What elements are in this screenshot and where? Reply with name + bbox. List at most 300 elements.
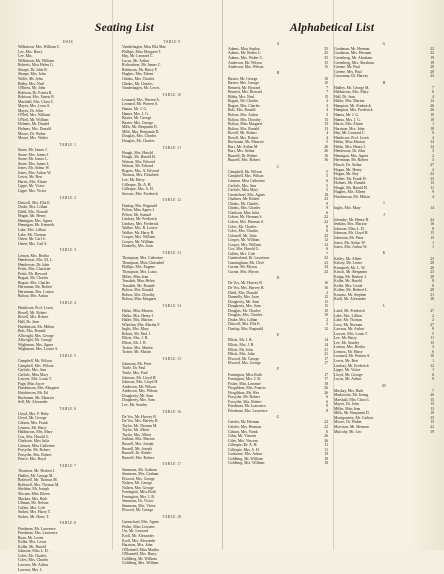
alpha-entry-table-number: 22 [430, 51, 434, 56]
guest-name: Stone, Mr. James J. [18, 147, 48, 152]
alpha-entry-name: Bolton, Mrs. Ronald [228, 126, 260, 131]
alpha-entry-table-number: 8 [326, 404, 328, 409]
alpha-entry-table-number: 9 [432, 377, 434, 382]
alpha-entry-table-number: 5 [326, 174, 328, 179]
guest-name: Chinks, Mrs. Charles [122, 76, 155, 81]
alpha-entry-table-number: 2 [326, 317, 328, 322]
alpha-entry-name: Hollett, Mr. Frank W. [334, 176, 367, 181]
guest-name: Campbell, Mr. Wilson [18, 359, 52, 364]
alpha-entry-table-number: 14 [430, 99, 434, 104]
seating-table-block [18, 354, 118, 405]
alpha-entry-name: Herrmann, Mr. Robert [334, 158, 368, 163]
alpha-entry-name: Cullen, Mrs. Cole [228, 251, 256, 256]
alpha-entry-name: Chinks, Mr. Charles [228, 201, 259, 206]
seating-table-block [18, 301, 118, 352]
alpha-entry-name: Diehl, Mrs. Donald [228, 290, 258, 295]
alpha-entry-name: Farrington, Mrs. J. B. [228, 377, 261, 382]
guest-name: Taylor, Mr. Thomas M. [122, 423, 158, 428]
alpha-entry-table-number: 10 [324, 313, 328, 318]
alpha-entry-table-number: 3 [432, 149, 434, 154]
alpha-entry-name: Jones, Mrs. Arthur W. [334, 245, 368, 250]
alpha-entry-table-number: 21 [324, 352, 328, 357]
alpha-entry-table-number: 14 [430, 144, 434, 149]
alpha-entry-table-number: 25 [324, 56, 328, 61]
alpha-entry-table-number: 14 [430, 140, 434, 145]
alpha-entry-table-number: 14 [324, 342, 328, 347]
alpha-entry-table-number: 20 [430, 288, 434, 293]
guest-name: Taylor, Mrs. Albert [122, 432, 152, 437]
guest-name: Trotter, Mrs. Martin [122, 345, 153, 350]
guest-name: Vanderhagen, Mr. Lewis [122, 86, 160, 91]
alpha-entry-name: Donnelly, Mrs. Joan [228, 295, 259, 300]
guest-name: O'Neil, Mr. William [18, 117, 49, 122]
alpha-entry-name: Driscoll, Mrs. Ella E. [228, 322, 261, 327]
guest-name: Sheldon, Mr. Joseph [18, 487, 50, 492]
alpha-entry-table-number: 12 [324, 242, 328, 247]
guest-name: Cannon, Miss Catherine [18, 443, 55, 448]
alphabetical-list-heading: Alphabetical List [290, 22, 375, 34]
alpha-entry-name: Carlisle, Mrs. Ann [228, 183, 257, 188]
alpha-entry-table-number: 8 [432, 283, 434, 288]
alpha-entry-name: Baxter, Mrs. George [228, 81, 259, 86]
guest-name: Bovell, Mrs. Robert [18, 315, 49, 320]
guest-name: Teasdale, Mr. Ronald [122, 283, 155, 288]
alpha-entry-name: Bibby, Mrs. Neal [228, 94, 255, 99]
seating-table-block [122, 198, 222, 249]
alpha-letter-heading: I [383, 201, 385, 206]
alpha-entry-table-number: D [431, 181, 434, 186]
alpha-entry-table-number: 28 [430, 274, 434, 279]
alpha-entry-name: Curnie, Mrs. Myron [228, 269, 259, 274]
alpha-entry-table-number: 10 [324, 81, 328, 86]
alpha-entry-table-number: 6 [432, 349, 434, 354]
alpha-entry-name: Laird, Mr. Frederick [334, 308, 365, 313]
guest-name: Herrmann, Mrs. Louise [18, 289, 54, 294]
alpha-entry-table-number: 28 [430, 65, 434, 70]
alpha-entry-table-number: 13 [324, 126, 328, 131]
alpha-entry-name: Mills, Mr. Benjamin D. [334, 411, 370, 416]
guest-name: Pelton, Mr. Samuel [122, 212, 152, 217]
guest-name: Lawson, Mr. Arthur [18, 563, 49, 567]
guest-name: Hutchinson, Mr. Ed [18, 390, 48, 395]
alpha-entry-name: Bogart, Mr. Charles [228, 99, 259, 104]
guest-name: Diehl, Mrs. Donald [18, 209, 48, 214]
alpha-entry-table-number: 19 [324, 452, 328, 457]
alpha-entry-table-number: 12 [324, 326, 328, 331]
guest-name: Hutchinson, Mrs. Margaret [18, 386, 60, 391]
alpha-entry-table-number: D [431, 402, 434, 407]
guest-name: Wolfe, Mr. John [18, 76, 43, 81]
alpha-entry-table-number: 4 [432, 135, 434, 140]
alpha-entry-table-number: 19 [430, 60, 434, 65]
guest-name: Trotter, Mr. Martin [122, 350, 151, 355]
alpha-entry-name: Clarkson, Miss Julia [228, 210, 260, 215]
alpha-entry-name: Markowitz, Mr. Irving [334, 393, 369, 398]
guest-name: Slocum, Miss Eileen [18, 492, 50, 497]
guest-name: O'Neil, Mrs. William [18, 113, 51, 118]
alpha-entry-table-number: 23 [324, 233, 328, 238]
alpha-entry-table-number: 27 [430, 308, 434, 313]
seating-table-block [122, 304, 222, 355]
alpha-entry-table-number: 25 [324, 51, 328, 56]
guest-name: Thompson, Mrs. Catherine [122, 256, 163, 261]
alpha-entry [334, 297, 434, 302]
alpha-entry-table-number: 3 [432, 158, 434, 163]
guest-name: Henderson, Mrs. M. L. [18, 258, 53, 263]
guest-name: Hogan, Mr. Henry [18, 214, 46, 219]
guest-name: Herrmann, Mr. Robert [18, 285, 52, 290]
guest-name: Elliott, Mrs. J. R. [122, 336, 149, 341]
alpha-entry-name: Kelley, Mr. Albert [334, 256, 362, 261]
guest-name: Nulsen, Mr. George [122, 481, 153, 486]
alpha-entry-name: Cooper, Mr. William [228, 238, 260, 243]
alpha-entry-name: Dunlop, Mrs. Reginald [228, 326, 264, 331]
alpha-entry-name: Giles, Mr. Vincent [228, 434, 256, 439]
alpha-entry-table-number: 14 [430, 206, 434, 211]
guest-name: Cooper, Mrs. William [122, 235, 156, 240]
alpha-entry-name: Baxter, Mr. George [228, 76, 258, 81]
guest-name: Lewis, Mr. Bert [18, 175, 43, 180]
alpha-entry-table-number: 6 [432, 90, 434, 95]
guest-name: Leonard, Mr. Warren A. [122, 102, 159, 107]
alpha-entry-name: Burr, Mrs. Arthur [228, 149, 255, 154]
table-title: TABLE 10 [162, 92, 182, 97]
alpha-entry-name: Greene, Mrs. Paul [334, 69, 362, 74]
alpha-entry-name: Lennox, Mr. Harry [334, 349, 363, 354]
guest-name: Phillips, Mrs. Eugene [122, 265, 155, 270]
guest-name: Ryan, Mr. Lester [18, 535, 44, 540]
alpha-entry [228, 270, 328, 275]
seating-table-block [18, 143, 118, 194]
alpha-entry [334, 430, 434, 435]
guest-name: Henderson, Dr. John [18, 262, 50, 267]
alpha-entry-table-number: 27 [430, 163, 434, 167]
guest-name: Heiko, Miss Marion [122, 309, 153, 314]
guest-name: Wightman, Mrs. Agnes [18, 342, 54, 347]
alpha-entry-table-number: 26 [324, 438, 328, 443]
alpha-entry-table-number: 17 [324, 361, 328, 366]
alpha-entry-name: Kirsch, Mr. Benjamin [334, 270, 368, 275]
alpha-entry-name: Buzzell, Mrs. Robert [228, 158, 260, 163]
alpha-entry-name: Cohen, Mrs. Herman S. [228, 219, 265, 224]
guest-name: Haliburton, Mrs. Mary [18, 430, 53, 435]
alpha-entry-table-number: 19 [430, 429, 434, 434]
alpha-letter-heading: G [276, 415, 280, 420]
guest-name: Cooper, Mr. William [122, 239, 154, 244]
guest-name: Hall, Dr. Jean [18, 319, 39, 324]
guest-name: Farrington, Miss Ruth [122, 490, 156, 495]
alpha-entry-table-number: 28 [430, 261, 434, 266]
alpha-entry-table-number: 11 [430, 185, 434, 190]
alpha-entry-table-number: 4 [326, 131, 328, 136]
alpha-entry-table-number: 12 [324, 238, 328, 243]
alpha-entry-table-number: 3 [326, 103, 328, 108]
alpha-entry-table-number: 26 [324, 144, 328, 149]
alpha-entry-table-number: 17 [324, 372, 328, 377]
alpha-entry-table-number: 4 [432, 94, 434, 99]
alpha-entry-name: Hadley, Mr. George M. [334, 85, 370, 90]
alpha-entry-table-number: 23 [430, 74, 434, 79]
guest-name: Hennigan, Mrs. Agnes [18, 218, 53, 223]
alpha-entry-name: Forsythe, Mr. Robert [228, 395, 260, 400]
alpha-entry-name: Hanna, Mrs. J. G. [334, 117, 361, 122]
guest-name: Hughes, Mrs. Eileen [122, 72, 154, 77]
guest-name: Walker, Mrs. R. Louise [122, 226, 158, 231]
guest-name: Robison, Mrs. Ernest R. [18, 95, 55, 100]
guest-name: Carlisle, Mrs. Ann [18, 368, 47, 373]
guest-name: Johnson, Miss L. D. [18, 549, 49, 554]
alpha-entry-table-number: 26 [324, 386, 328, 391]
alpha-entry-table-number: 5 [326, 188, 328, 193]
guest-name: Stone, Mr. James L. [18, 157, 49, 162]
guest-name: Stokes, Mrs. Harry T. [18, 510, 51, 515]
guest-name: Roberts, Miss Helen G. [18, 63, 54, 68]
alpha-entry-name: Farrington, Miss Ruth [228, 372, 262, 377]
alpha-entry-table-number: 5 [326, 140, 328, 145]
alpha-entry-name: Lake, Mrs. Lillian [334, 313, 362, 318]
guest-name: Walker, Mr. Harry B. [122, 230, 155, 235]
table-title: TABLE 6 [59, 406, 77, 411]
guest-name: Lawyer, Mrs. Louis T. [18, 377, 52, 382]
alpha-entry-name: Goldberg, Mrs. William [228, 461, 265, 466]
alpha-entry-name: Kolbe, Mr. Harold [334, 279, 363, 284]
guest-name: Inglis, Mrs. Mary [122, 327, 149, 332]
alpha-entry-table-number: 15 [324, 65, 328, 70]
alpha-entry-table-number: 26 [430, 108, 434, 113]
guest-name: Buchanan, Mr. Maurice [18, 395, 55, 400]
table-title: TABLE 3 [59, 248, 77, 253]
alpha-entry-name: Carlisle, Miss Mary [228, 188, 259, 193]
guest-name: Lawson, Mrs. J. [18, 567, 43, 572]
guest-name: Lee, Mrs. Harry [18, 49, 43, 54]
guest-name: Lippe, Mr. Victor [18, 184, 45, 189]
alpha-entry-table-number: 20 [430, 265, 434, 270]
table-title: TABLE 18 [162, 515, 182, 520]
alpha-entry-name: Bovell, Mr. Robert [228, 131, 257, 136]
alpha-entry-name: Miller, Miss Jean [334, 406, 361, 411]
alpha-entry-table-number: 8 [432, 226, 434, 231]
alpha-entry-name: Geisler, Mr. Herman [228, 420, 260, 425]
alpha-entry-name: Gillespie, Mrs. A. H. [228, 447, 260, 452]
guest-name: Hay, Mr. Leonard C. [122, 54, 154, 59]
guest-name: Richardson, Mr. James C. [122, 63, 162, 68]
guest-name: Buzzell, Mrs. Robert [122, 455, 154, 460]
alpha-entry-name: Johnson, Mr. Lloyd H. [334, 231, 369, 236]
alpha-entry-table-number: 21 [430, 292, 434, 297]
guest-name: Gillespie, Dr. A. H. [122, 182, 152, 187]
guest-name: Hennigan, Mr. Kenneth [18, 223, 54, 228]
guest-name: Rothwell, Mr. Thomas M. [18, 478, 58, 483]
table-title: TABLE 14 [162, 303, 182, 308]
alpha-entry-name: Gibson, Mrs. Frank [228, 429, 258, 434]
alpha-entry-table-number: 12 [324, 295, 328, 300]
guest-name: Lake, Mrs. Lillian [18, 228, 46, 233]
seating-table-block [122, 462, 222, 513]
seating-table-block [122, 40, 222, 91]
alpha-entry [228, 461, 328, 466]
alpha-entry-name: Henderson, Dr. John [334, 149, 366, 154]
guest-name: Drake, Mrs. Lillian [18, 205, 48, 210]
guest-name: Russell, Mrs. Joseph [122, 442, 154, 446]
table-title: TABLE 8 [59, 521, 77, 526]
guest-name: Robinson, Mr. Harry F. [122, 67, 158, 72]
guest-name: Osten, Mrs. Carl S. [18, 241, 48, 246]
alpha-entry-table-number: 25 [430, 415, 434, 420]
alpha-entry-name: Cox, Mrs. Harold G. [228, 247, 260, 252]
alpha-entry-name: Montgomery, Mr. Carlton [334, 415, 374, 420]
guest-name: Goldberg, Mrs. William [122, 561, 159, 566]
table-title: TABLE 13 [162, 251, 182, 256]
guest-name: Buzzell, Dr. Robert [122, 451, 152, 456]
alpha-entry-name: Bogart, Mrs. Charles [228, 103, 260, 108]
alpha-entry-table-number: 22 [324, 425, 328, 430]
alpha-entry-table-number: 15 [324, 60, 328, 65]
seating-table-block [18, 196, 118, 247]
guest-name: Moore, Dr. Walter [18, 131, 46, 136]
alpha-entry-table-number: 14 [324, 338, 328, 343]
alpha-entry-table-number: 5 [432, 331, 434, 336]
guest-name: Lippe, Mrs. Victor [18, 188, 47, 193]
seating-table-block [18, 40, 118, 141]
alpha-entry [228, 361, 328, 366]
alpha-entry-name: Greenberg, Mrs. Abraham [334, 60, 374, 65]
alpha-entry-table-number: 2 [432, 153, 434, 158]
alpha-entry-table-number: 16 [430, 222, 434, 227]
alpha-letter-heading: G [382, 41, 386, 46]
alpha-entry-name: Geisler, Mrs. Herman [228, 425, 261, 430]
alpha-entry-name: Buchanan, Mr. Maurice [228, 140, 265, 145]
guest-name: Osten, Mr. Carl S. [18, 237, 46, 242]
alpha-entry-table-number: 10 [430, 112, 434, 117]
guest-name: De Vos, Mr. Harvey B. [122, 414, 157, 419]
alpha-entry-table-number: 20 [430, 393, 434, 398]
alpha-entry-table-number: 18 [324, 456, 328, 461]
alpha-entry-table-number: 22 [430, 46, 434, 51]
alpha-entry-name: Bolton, Mrs. Arthur [228, 112, 259, 117]
alpha-entry-table-number: 16 [324, 158, 328, 163]
seating-table-block [122, 251, 222, 302]
alpha-entry-table-number: 22 [324, 420, 328, 425]
guest-name: O'Brien, Mr. John [18, 86, 46, 91]
alpha-entry-table-number: 21 [324, 347, 328, 352]
alpha-entry-name: Lippe, Mr. Victor [334, 368, 361, 373]
guest-name: Lindsay, Mrs. Frederick [122, 221, 159, 226]
alpha-entry-name: Douglas, Mrs. Charles [228, 313, 263, 318]
alpha-entry-name: Kolber, Mr. Herbert L. [334, 288, 369, 293]
alpha-entry-table-number: 2 [326, 322, 328, 327]
guest-name: Bibby, Mrs. Neal [18, 81, 45, 86]
guest-name: Kroll, Mr. Alexander [122, 533, 154, 538]
alpha-entry-name: Bovell, Mrs. Robert [228, 135, 259, 140]
guest-name: Prince, Mrs. Boyd [18, 457, 46, 462]
seating-table-block [18, 521, 118, 572]
guest-name: Tuttle, Dr. Paul [122, 366, 146, 371]
alpha-entry-name: Fitzgibbon, Mrs. Francis [228, 386, 266, 391]
alpha-entry-table-number: 1 [432, 358, 434, 363]
alpha-entry-table-number: 8 [432, 279, 434, 284]
alpha-entry-table-number: 9 [326, 201, 328, 206]
alpha-entry-name: Fisher, Miss Lorraine [228, 381, 261, 386]
guest-name: Forsythe, Mr. Robert [18, 448, 50, 453]
alpha-entry-name: Elwood, Mr. George [228, 356, 260, 361]
alpha-entry-table-number: 10 [324, 308, 328, 313]
guest-name: Dougherty, Mrs. Sam [122, 398, 155, 403]
seating-table-block [18, 464, 118, 519]
alpha-entry-table-number: 16 [324, 281, 328, 286]
alpha-entry-name: Bolt, Mrs. Ronald [228, 108, 256, 113]
seating-table-block [122, 93, 222, 144]
alpha-letter-heading: C [276, 164, 280, 169]
guest-name: Bolton, Mrs. Dorothy [122, 292, 155, 297]
guest-name: Wilkinson, Mrs. William C. [18, 45, 61, 50]
alpha-entry-table-number: 17 [324, 356, 328, 361]
alpha-entry-table-number: 1 [432, 122, 434, 127]
alpha-entry-name: Heiko, Mrs. Henry J. [334, 144, 367, 149]
alpha-entry-name: Goldberg, Mr. William [228, 456, 263, 461]
guest-name: Coles, Mrs. Charles [18, 558, 49, 563]
guest-name: Heathcote, Prof. Lewis [18, 306, 54, 311]
alpha-entry-table-number: 18 [324, 461, 328, 466]
guest-name: Simmons, Mr. Graham [122, 467, 157, 472]
alpha-entry-name: Lloyd, Mr. George [334, 372, 363, 377]
guest-name: Mayes, Mrs. Leon A. [18, 104, 51, 109]
alpha-entry-table-number: 6 [326, 247, 328, 252]
alpha-entry-name: Harris, Mrs. Elaine [334, 122, 364, 127]
alpha-entry-name: Marshall, Mrs. Clara C. [334, 397, 371, 402]
alpha-entry-table-number: 2 [432, 167, 434, 172]
alpha-entry-name: Dougherty, Mrs. Sam [228, 304, 261, 309]
alpha-entry-name: Friedman, Mr. Lawrence [228, 404, 266, 409]
guest-name: Cox, Mrs. Harold G. [18, 434, 50, 439]
alpha-entry-table-number: 24 [430, 172, 434, 177]
guest-name: Lee, Mr. Harry [122, 178, 145, 183]
alpha-entry-name: Hogan, Mr. Ray [334, 172, 359, 177]
guest-name: Sharpe, Mrs. John [18, 72, 46, 77]
alpha-entry-name: Haliburton, Mrs. Mary [334, 90, 369, 95]
alpha-entry-name: Lee, Mr. Harry [334, 336, 357, 341]
guest-name: Harris, Mrs. Elaine [18, 179, 48, 184]
alpha-entry-name: Forsythe, Mrs. Robert [228, 399, 262, 404]
table-title: TABLE 4 [59, 301, 77, 306]
seating-alphabetical-column-3 [228, 40, 328, 466]
alpha-entry-table-number: 7 [326, 90, 328, 95]
fold-line-center [222, 0, 223, 550]
alpha-entry-table-number: 9 [432, 190, 434, 195]
alpha-entry-name: Colonell, Mr. John [228, 233, 257, 238]
guest-name: Rothwell, Mrs. Thomas M. [18, 482, 60, 487]
alpha-entry-table-number: 24 [430, 217, 434, 222]
alpha-entry-table-number: 7 [432, 388, 434, 393]
alpha-entry-name: Fitzgibbon, Mr. Wes [228, 390, 260, 395]
alpha-entry-name: Lucas, Mr. Arthur [334, 377, 362, 382]
alpha-entry-name: Hughes, Mrs. Eileen [334, 190, 366, 195]
alpha-entry-name: Douglas, Mr. Charles [228, 308, 261, 313]
alpha-entry-table-number: 4 [326, 135, 328, 140]
alpha-entry-name: Heathcote, Prof. Lewis [334, 135, 370, 140]
alpha-entry-name: Coles, Mr. Charles [228, 224, 257, 229]
alpha-entry-name: Hampton, Mrs. Frederick [334, 108, 373, 113]
alpha-entry [228, 327, 328, 332]
alpha-entry-name: Kolbe, Mrs. Lester [334, 283, 363, 288]
alpha-entry-name: Adams, Mrs. Walter C. [228, 56, 264, 61]
alpha-entry-name: Heiko, Miss Marion [334, 140, 365, 145]
alpha-entry-table-number: 22 [324, 219, 328, 224]
alpha-entry-table-number: 19 [430, 56, 434, 61]
guest-name: Anderson, Mr. Wilson [122, 384, 156, 389]
guest-name: Clarkson, Miss Julia [18, 439, 50, 444]
guest-name: Bovell, Mr. Robert [18, 310, 47, 315]
alpha-entry-table-number: 16 [324, 153, 328, 158]
